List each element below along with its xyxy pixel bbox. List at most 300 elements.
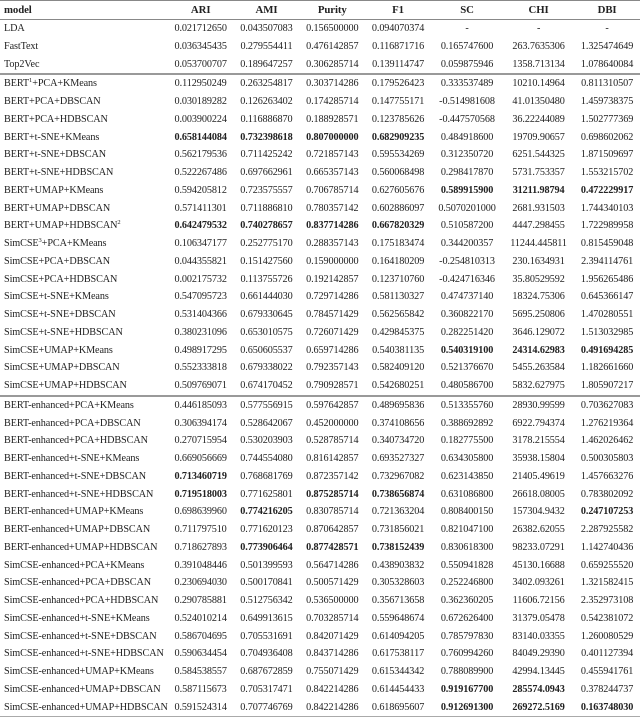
model-name: BERT+PCA+DBSCAN xyxy=(4,96,101,108)
table-row xyxy=(0,645,640,663)
metric-cell-sc: - xyxy=(465,23,469,35)
metric-cell-chi: 21405.49619 xyxy=(512,470,565,482)
metric-cell-purity: 0.842071429 xyxy=(306,630,359,642)
table-row xyxy=(0,164,640,182)
metric-cell-ami: 0.773906464 xyxy=(240,541,293,553)
metric-cell-chi: 3646.129072 xyxy=(512,326,565,338)
metric-cell-purity: 0.564714286 xyxy=(306,559,359,571)
metric-cell-sc: 0.252246800 xyxy=(440,577,494,589)
model-name: SimCSE-enhanced+UMAP+HDBSCAN xyxy=(4,701,168,713)
table-row xyxy=(0,468,640,486)
metric-cell-f1: 0.682909235 xyxy=(371,131,425,143)
model-cell xyxy=(0,38,168,56)
metric-cell-f1: 0.693527327 xyxy=(371,453,425,465)
metric-cell-dbi: 1.142740436 xyxy=(580,541,634,553)
metric-cell-ami: 0.771620123 xyxy=(240,524,293,536)
model-cell xyxy=(0,324,168,342)
metric-cell-ami: 0.679338022 xyxy=(240,362,293,374)
table-row xyxy=(0,377,640,396)
metric-cell-ami: 0.744554080 xyxy=(240,453,293,465)
model-cell xyxy=(0,663,168,681)
metric-cell-sc: 0.5070201000 xyxy=(438,202,496,214)
metric-cell-f1: 0.731856021 xyxy=(371,524,425,536)
metric-cell-f1: 0.489695836 xyxy=(365,396,431,415)
metric-cell-ari: 0.642479532 xyxy=(174,220,227,232)
metric-cell-f1: 0.562565842 xyxy=(371,309,425,321)
table-row xyxy=(0,253,640,271)
metric-cell-ami: 0.705317471 xyxy=(240,683,293,695)
table-row xyxy=(0,146,640,164)
metric-cell-f1: 0.721363204 xyxy=(371,506,425,518)
metric-cell-sc: -0.254810313 xyxy=(439,255,495,267)
metric-cell-sc: 0.672626400 xyxy=(440,612,494,624)
metric-cell-sc: -0.514981608 xyxy=(439,96,495,108)
model-cell xyxy=(0,698,168,716)
metric-cell-ami: 0.650605537 xyxy=(240,344,293,356)
metric-cell-ari: 0.498917295 xyxy=(174,344,227,356)
metric-cell-ami: 0.707746769 xyxy=(240,701,293,713)
metric-cell-chi: 1358.713134 xyxy=(512,58,565,70)
metric-cell-sc: 0.333537489 xyxy=(431,74,503,93)
metric-cell-dbi: 2.352973108 xyxy=(580,595,634,607)
metric-cell-purity: 0.780357142 xyxy=(306,202,359,214)
model-name: SimCSE-enhanced+PCA+DBSCAN xyxy=(4,577,151,589)
metric-cell-sc: 0.388692892 xyxy=(440,417,494,429)
metric-cell-ari: 0.718627893 xyxy=(174,541,227,553)
metric-cell-sc: 0.788089900 xyxy=(440,666,494,678)
metric-cell-chi: 45130.16688 xyxy=(512,559,565,571)
metric-cell-purity: 0.706785714 xyxy=(306,184,359,196)
metric-cell-purity: 0.303714286 xyxy=(299,74,365,93)
table-row xyxy=(0,485,640,503)
model-cell xyxy=(0,217,168,235)
metric-cell-sc: 0.165747600 xyxy=(440,40,494,52)
metric-cell-dbi: 0.455941761 xyxy=(580,666,634,678)
metric-cell-f1: 0.618695607 xyxy=(371,701,425,713)
metric-cell-f1: 0.560068498 xyxy=(371,167,425,179)
model-cell xyxy=(0,503,168,521)
metric-cell-chi: 41.01350480 xyxy=(512,96,565,108)
metric-cell-ari: 0.270715954 xyxy=(174,435,227,447)
model-cell xyxy=(0,253,168,271)
metric-cell-dbi: 2.287925582 xyxy=(580,524,634,536)
metric-cell-purity: 0.288357143 xyxy=(306,238,359,250)
metric-cell-dbi: 1.459738375 xyxy=(580,96,634,108)
model-name: BERT-enhanced+UMAP+DBSCAN xyxy=(4,524,151,536)
metric-cell-ari: 0.112950249 xyxy=(168,74,234,93)
metric-cell-purity: 0.306285714 xyxy=(306,58,359,70)
metric-cell-purity: 0.792357143 xyxy=(306,362,359,374)
metric-cell-chi: 4447.298455 xyxy=(512,220,565,232)
metric-cell-chi: 5731.753357 xyxy=(512,167,565,179)
model-name: BERT-enhanced+t-SNE+DBSCAN xyxy=(4,470,147,482)
footnote-marker: 2 xyxy=(117,219,121,227)
metric-cell-f1: 0.738152439 xyxy=(371,541,425,553)
metric-cell-sc: 0.510587200 xyxy=(440,220,494,232)
model-name: SimCSE+UMAP+HDBSCAN xyxy=(4,380,127,392)
metric-cell-f1: 0.147755171 xyxy=(371,96,425,108)
metric-cell-f1: 0.374108656 xyxy=(371,417,425,429)
metric-cell-purity: 0.877428571 xyxy=(306,541,359,553)
metric-cell-sc: 0.282251420 xyxy=(440,326,494,338)
metric-cell-purity: 0.156500000 xyxy=(306,23,359,35)
model-name: BERT+t-SNE+KMeans xyxy=(4,131,100,143)
metric-cell-ari: 0.524010214 xyxy=(174,612,227,624)
table-row xyxy=(0,199,640,217)
model-cell xyxy=(0,645,168,663)
metric-cell-purity: 0.528785714 xyxy=(306,435,359,447)
metric-cell-ari: 0.106347177 xyxy=(174,238,227,250)
metric-cell-purity: 0.665357143 xyxy=(306,167,359,179)
metric-cell-sc: 0.919167700 xyxy=(440,683,494,695)
metric-cell-chi: 6251.544325 xyxy=(512,149,565,161)
model-name: SimCSE xyxy=(4,238,39,250)
model-name: BERT-enhanced+UMAP+HDBSCAN xyxy=(4,541,158,553)
metric-cell-chi: 36.22244089 xyxy=(512,113,565,125)
metric-cell-ami: 0.577556915 xyxy=(234,396,300,415)
metric-cell-chi: 269272.5169 xyxy=(512,701,565,713)
metric-cell-ari: 0.547095723 xyxy=(174,291,227,303)
table-row xyxy=(0,414,640,432)
model-name-suffix: +PCA+KMeans xyxy=(41,238,107,250)
metric-cell-sc: 0.480586700 xyxy=(440,380,494,392)
table-row xyxy=(0,574,640,592)
metric-cell-ari: 0.658144084 xyxy=(174,131,227,143)
metric-cell-purity: 0.174285714 xyxy=(306,96,359,108)
metric-cell-chi: 98233.07291 xyxy=(512,541,565,553)
metric-cell-dbi: 1.470280551 xyxy=(580,309,634,321)
table-row xyxy=(0,74,640,93)
table-row xyxy=(0,663,640,681)
metric-cell-sc: 0.059875946 xyxy=(440,58,494,70)
metric-cell-f1: 0.738656874 xyxy=(371,488,425,500)
metric-cell-chi: 2681.931503 xyxy=(512,202,565,214)
metric-cell-sc: 0.830618300 xyxy=(440,541,494,553)
table-row xyxy=(0,396,640,415)
table-row xyxy=(0,288,640,306)
metric-cell-purity: 0.721857143 xyxy=(306,149,359,161)
metric-cell-sc: 0.521376670 xyxy=(440,362,494,374)
metric-cell-f1: 0.094070374 xyxy=(371,23,425,35)
table-row xyxy=(0,235,640,253)
table-row xyxy=(0,521,640,539)
model-cell xyxy=(0,377,168,396)
metric-cell-ami: 0.500170841 xyxy=(240,577,293,589)
metric-cell-chi: 19709.90657 xyxy=(512,131,565,143)
metric-cell-ami: 0.704936408 xyxy=(240,648,293,660)
metric-cell-ari: 0.003900224 xyxy=(174,113,227,125)
metric-cell-ari: 0.590634454 xyxy=(174,648,227,660)
metric-cell-dbi: 1.871509697 xyxy=(580,149,634,161)
metric-cell-chi: 5832.627975 xyxy=(512,380,565,392)
column-header-ari: ARI xyxy=(190,3,211,16)
table-row xyxy=(0,627,640,645)
model-cell xyxy=(0,74,168,93)
metric-cell-dbi: 0.163748030 xyxy=(580,701,634,713)
metric-cell-ami: 0.661444030 xyxy=(240,291,293,303)
model-cell xyxy=(0,128,168,146)
model-name: FastText xyxy=(4,40,39,52)
metric-cell-chi: 35.80529592 xyxy=(512,273,565,285)
footnote-marker: 1 xyxy=(29,77,33,85)
model-cell xyxy=(0,111,168,129)
column-header-dbi: DBI xyxy=(597,3,617,16)
model-name: SimCSE+t-SNE+HDBSCAN xyxy=(4,326,123,338)
metric-cell-ami: 0.740278657 xyxy=(240,220,293,232)
metric-cell-purity: 0.452000000 xyxy=(306,417,359,429)
model-cell xyxy=(0,627,168,645)
metric-cell-purity: 0.816142857 xyxy=(306,453,359,465)
model-cell xyxy=(0,341,168,359)
metric-cell-dbi: 1.260080529 xyxy=(580,630,634,642)
metric-cell-chi: 84049.29390 xyxy=(512,648,565,660)
metric-cell-ami: 0.528642067 xyxy=(240,417,293,429)
metric-cell-f1: 0.614454433 xyxy=(371,683,425,695)
metric-cell-dbi: 0.542381072 xyxy=(580,612,634,624)
table-row xyxy=(0,450,640,468)
model-cell xyxy=(0,432,168,450)
model-name-suffix: +PCA+KMeans xyxy=(32,78,97,90)
metric-cell-ari: 0.002175732 xyxy=(174,273,227,285)
metric-cell-ami: 0.705531691 xyxy=(240,630,293,642)
metric-cell-purity: 0.830785714 xyxy=(306,506,359,518)
metric-cell-purity: 0.872357142 xyxy=(306,470,359,482)
metric-cell-dbi: 1.513032985 xyxy=(580,326,634,338)
metric-cell-ari: 0.522267486 xyxy=(174,167,227,179)
table-row xyxy=(0,38,640,56)
footnote-marker: 3 xyxy=(38,237,42,245)
table-row xyxy=(0,19,640,37)
metric-cell-dbi: 1.078640084 xyxy=(580,58,634,70)
metric-cell-purity: 0.659714286 xyxy=(306,344,359,356)
metric-cell-f1: 0.179526423 xyxy=(365,74,431,93)
model-cell xyxy=(0,521,168,539)
metric-cell-dbi: 0.698602062 xyxy=(580,131,634,143)
model-name: SimCSE-enhanced+t-SNE+KMeans xyxy=(4,612,150,624)
model-cell xyxy=(0,396,168,415)
metric-cell-sc: 0.540319100 xyxy=(440,344,494,356)
metric-cell-ari: 0.594205812 xyxy=(174,184,227,196)
metric-cell-dbi: 0.401127394 xyxy=(581,648,634,660)
metric-cell-purity: 0.159000000 xyxy=(306,255,359,267)
metric-cell-ari: 0.571411301 xyxy=(174,202,227,214)
metric-cell-ari: 0.446185093 xyxy=(168,396,234,415)
metric-cell-f1: 0.123785626 xyxy=(371,113,425,125)
table-row xyxy=(0,539,640,557)
metric-cell-sc: 0.760994260 xyxy=(440,648,494,660)
metric-cell-f1: 0.123710760 xyxy=(371,273,425,285)
model-cell xyxy=(0,556,168,574)
metric-cell-ami: 0.774216205 xyxy=(240,506,293,518)
model-cell xyxy=(0,235,168,253)
metric-cell-ari: 0.531404366 xyxy=(174,309,227,321)
metric-cell-purity: 0.842214286 xyxy=(306,683,359,695)
table-row xyxy=(0,556,640,574)
metric-cell-purity: 0.192142857 xyxy=(306,273,359,285)
metric-cell-f1: 0.164180209 xyxy=(371,255,425,267)
metric-cell-ami: 0.279554411 xyxy=(240,40,293,52)
metric-cell-dbi: 0.659255520 xyxy=(580,559,634,571)
metric-cell-purity: 0.188928571 xyxy=(306,113,359,125)
model-cell xyxy=(0,288,168,306)
model-name: SimCSE-enhanced+PCA+KMeans xyxy=(4,559,145,571)
metric-cell-purity: 0.843714286 xyxy=(306,648,359,660)
metric-cell-ami: 0.711886810 xyxy=(240,202,293,214)
metric-cell-purity: 0.875285714 xyxy=(306,488,359,500)
model-name: BERT xyxy=(4,78,30,90)
model-name: Top2Vec xyxy=(4,58,40,70)
metric-cell-chi: 10210.14964 xyxy=(503,74,574,93)
metric-cell-ami: 0.649913615 xyxy=(240,612,293,624)
metric-cell-f1: 0.139114747 xyxy=(372,58,425,70)
metric-cell-chi: 26382.62055 xyxy=(512,524,565,536)
model-name: BERT-enhanced+PCA+KMeans xyxy=(4,399,134,411)
column-header-f1: F1 xyxy=(392,3,404,16)
metric-cell-sc: 0.513355760 xyxy=(431,396,503,415)
metric-cell-dbi: 1.457663276 xyxy=(580,470,634,482)
metric-cell-sc: 0.298417870 xyxy=(440,167,494,179)
metric-cell-dbi: 0.472229917 xyxy=(580,184,634,196)
model-cell xyxy=(0,539,168,557)
metric-cell-chi: 11244.445811 xyxy=(510,238,567,250)
metric-cell-f1: 0.305328603 xyxy=(371,577,425,589)
metric-cell-sc: 0.785797830 xyxy=(440,630,494,642)
model-name: BERT-enhanced+t-SNE+KMeans xyxy=(4,453,140,465)
metric-cell-ari: 0.021712650 xyxy=(174,23,227,35)
metric-cell-purity: 0.870642857 xyxy=(306,524,359,536)
metric-cell-ami: 0.043507083 xyxy=(240,23,293,35)
metric-cell-dbi: 1.325474649 xyxy=(580,40,634,52)
metric-cell-chi: 285574.0943 xyxy=(512,683,565,695)
model-name: SimCSE-enhanced+PCA+HDBSCAN xyxy=(4,595,159,607)
metric-cell-ami: 0.723575557 xyxy=(240,184,293,196)
model-name: LDA xyxy=(4,23,25,35)
metric-cell-chi: 5455.263584 xyxy=(512,362,565,374)
column-header-ami: AMI xyxy=(255,3,278,16)
metric-cell-ami: 0.151427560 xyxy=(240,255,293,267)
metric-cell-dbi: 0.703627083 xyxy=(574,396,640,415)
metric-cell-chi: 6922.794374 xyxy=(512,417,565,429)
metric-cell-dbi: 0.645366147 xyxy=(580,291,634,303)
table-row xyxy=(0,592,640,610)
metric-cell-ami: 0.732398618 xyxy=(240,131,293,143)
metric-cell-chi: 11606.72156 xyxy=(512,595,565,607)
metric-cell-dbi: 1.462026462 xyxy=(580,435,634,447)
metric-cell-dbi: 1.553215702 xyxy=(580,167,634,179)
table-row xyxy=(0,341,640,359)
model-cell xyxy=(0,19,168,37)
metric-cell-ami: 0.113755726 xyxy=(240,273,293,285)
metric-cell-chi: 31379.05478 xyxy=(512,612,565,624)
metric-cell-f1: 0.667820329 xyxy=(371,220,425,232)
metric-cell-purity: 0.790928571 xyxy=(306,380,359,392)
metric-cell-ami: 0.126263402 xyxy=(240,96,293,108)
model-cell xyxy=(0,359,168,377)
metric-cell-f1: 0.732967082 xyxy=(371,470,425,482)
metric-cell-dbi: 2.394114761 xyxy=(581,255,634,267)
column-header-sc: SC xyxy=(460,3,474,16)
metric-cell-ari: 0.591524314 xyxy=(174,701,227,713)
model-cell xyxy=(0,164,168,182)
model-name: SimCSE+t-SNE+KMeans xyxy=(4,291,109,303)
metric-cell-dbi: 0.491694285 xyxy=(580,344,634,356)
metric-cell-sc: 0.634305800 xyxy=(440,453,494,465)
metric-cell-dbi: 0.811310507 xyxy=(574,74,640,93)
metric-cell-ami: 0.679330645 xyxy=(240,309,293,321)
metric-cell-f1: 0.617538117 xyxy=(372,648,425,660)
header-row xyxy=(0,1,640,20)
model-name: BERT-enhanced+PCA+HDBSCAN xyxy=(4,435,148,447)
model-cell xyxy=(0,270,168,288)
metric-cell-f1: 0.438903832 xyxy=(371,559,425,571)
metric-cell-sc: 0.589915900 xyxy=(440,184,494,196)
metric-cell-ami: 0.768681769 xyxy=(240,470,293,482)
table-row xyxy=(0,681,640,699)
metric-cell-ami: 0.711425242 xyxy=(240,149,293,161)
metric-cell-ami: 0.674170452 xyxy=(240,380,293,392)
metric-cell-dbi: 0.247107253 xyxy=(580,506,634,518)
metric-cell-sc: 0.550941828 xyxy=(440,559,494,571)
metric-cell-chi: 230.1634931 xyxy=(512,255,565,267)
metric-cell-dbi: 1.502777369 xyxy=(580,113,634,125)
model-cell xyxy=(0,182,168,200)
model-cell xyxy=(0,146,168,164)
metric-cell-sc: -0.424716346 xyxy=(439,273,495,285)
metric-cell-ari: 0.698639960 xyxy=(174,506,227,518)
model-name: BERT+t-SNE+DBSCAN xyxy=(4,149,107,161)
table-row xyxy=(0,503,640,521)
model-cell xyxy=(0,485,168,503)
metric-cell-chi: 157304.9432 xyxy=(512,506,565,518)
metric-cell-f1: 0.614094205 xyxy=(371,630,425,642)
metric-cell-ami: 0.530203903 xyxy=(240,435,293,447)
column-header-chi: CHI xyxy=(528,3,549,16)
table-row xyxy=(0,111,640,129)
metric-cell-ari: 0.711797510 xyxy=(174,524,227,536)
metric-cell-f1: 0.595534269 xyxy=(371,149,425,161)
table-row xyxy=(0,128,640,146)
metric-cell-chi: 42994.13445 xyxy=(512,666,565,678)
metric-cell-ari: 0.380231096 xyxy=(174,326,227,338)
table-row xyxy=(0,306,640,324)
metric-cell-chi: 26618.08005 xyxy=(512,488,565,500)
metric-cell-dbi: 1.321582415 xyxy=(580,577,634,589)
metric-cell-sc: 0.631086800 xyxy=(440,488,494,500)
metric-cell-ari: 0.587115673 xyxy=(174,683,227,695)
metric-cell-ami: 0.252775170 xyxy=(240,238,293,250)
column-header-model: model xyxy=(4,3,32,16)
table-row xyxy=(0,359,640,377)
table-row xyxy=(0,217,640,235)
metric-cell-f1: 0.615344342 xyxy=(371,666,425,678)
metric-cell-sc: 0.808400150 xyxy=(440,506,494,518)
metric-cell-f1: 0.429845375 xyxy=(371,326,425,338)
metric-cell-dbi: 0.783802092 xyxy=(580,488,634,500)
metric-cell-sc: 0.821047100 xyxy=(440,524,494,536)
metric-cell-f1: 0.582409120 xyxy=(371,362,425,374)
metric-cell-purity: 0.729714286 xyxy=(306,291,359,303)
metric-cell-purity: 0.500571429 xyxy=(306,577,359,589)
metric-cell-f1: 0.559648674 xyxy=(371,612,425,624)
table-row xyxy=(0,698,640,716)
metric-cell-purity: 0.703285714 xyxy=(306,612,359,624)
metric-cell-dbi: 0.378244737 xyxy=(580,683,634,695)
table-row xyxy=(0,324,640,342)
model-name: BERT+PCA+HDBSCAN xyxy=(4,113,108,125)
metric-cell-f1: 0.627605676 xyxy=(371,184,425,196)
metric-cell-ari: 0.036345435 xyxy=(174,40,227,52)
model-name: BERT-enhanced+UMAP+KMeans xyxy=(4,506,144,518)
